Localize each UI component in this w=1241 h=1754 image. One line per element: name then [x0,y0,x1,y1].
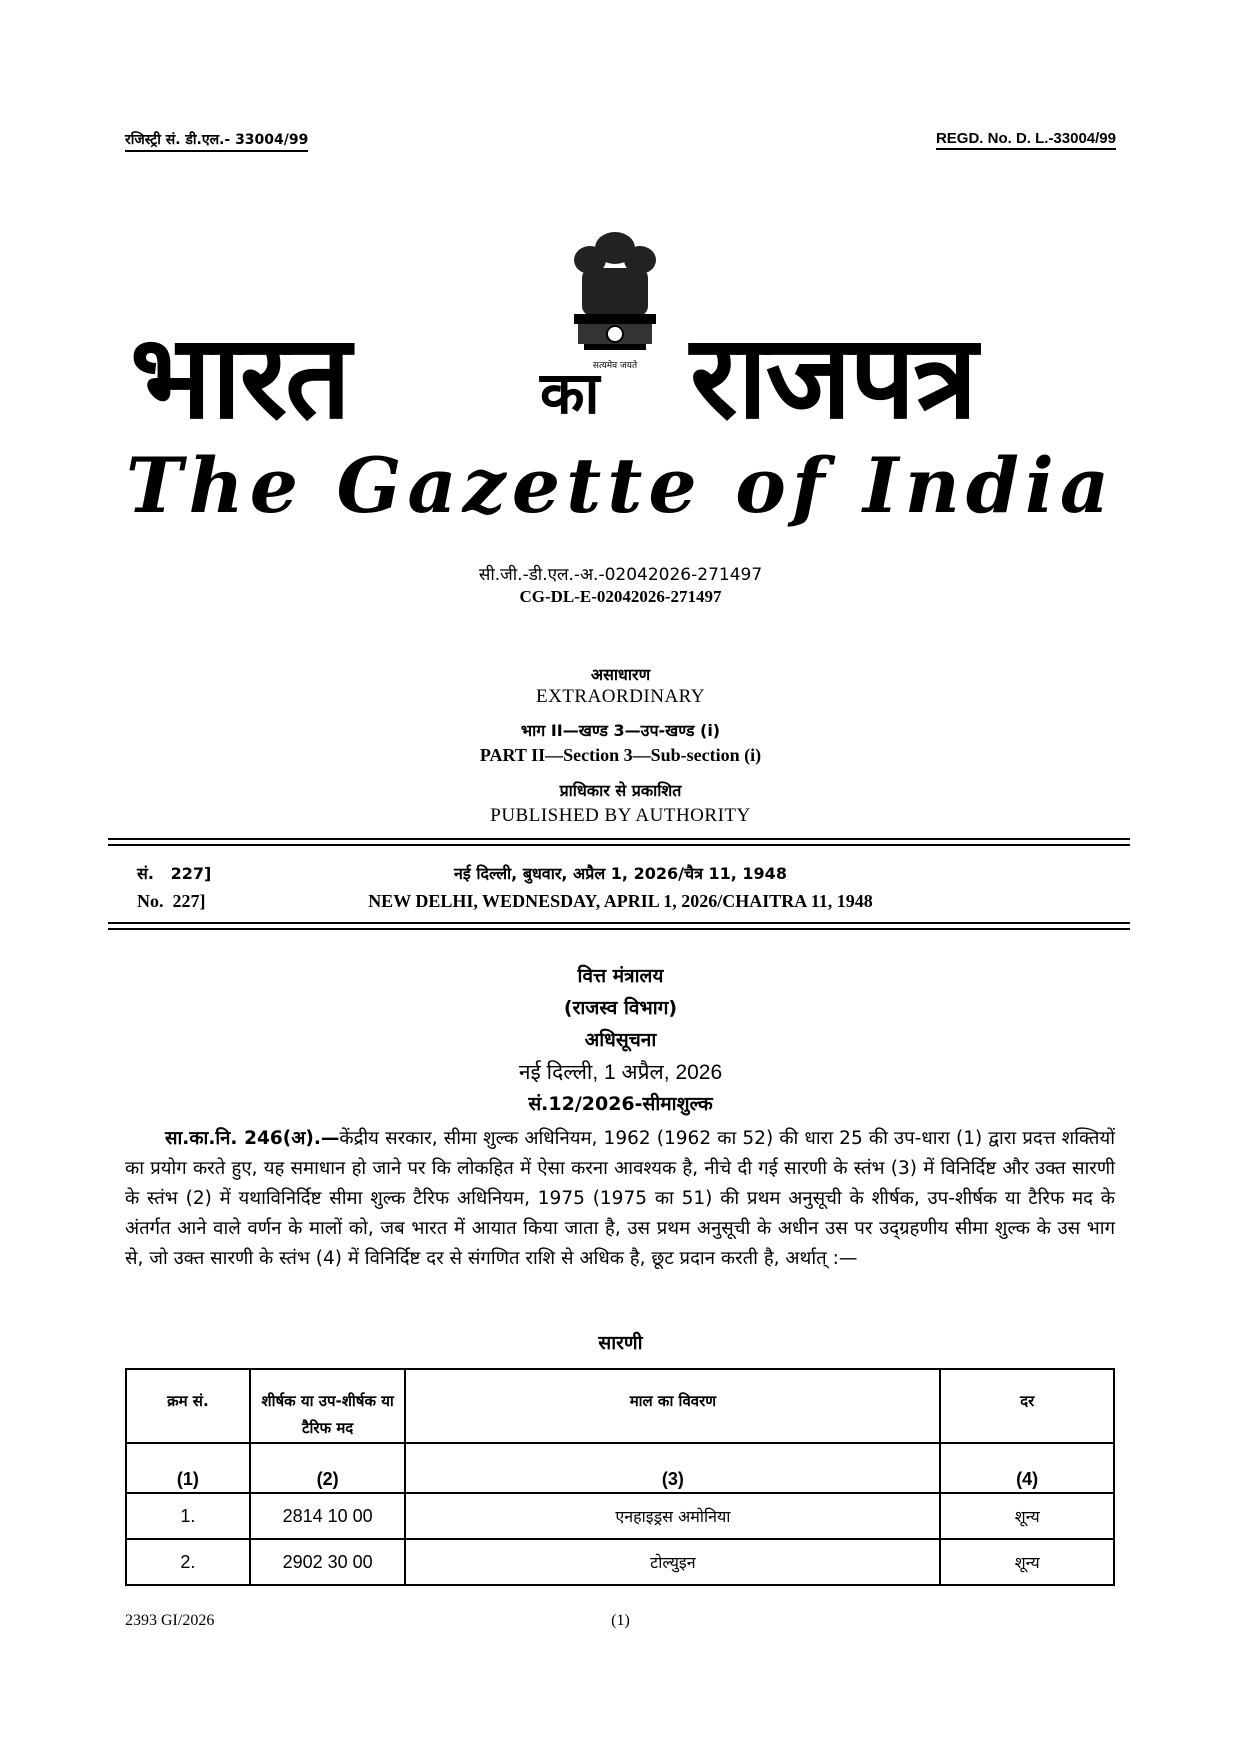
part-section-hindi: भाग II—खण्ड 3—उप-खण्ड (i) [520,721,721,740]
row-heading: 2902 30 00 [250,1539,406,1585]
column-number: (3) [405,1443,940,1493]
column-header-sno: क्रम सं. [126,1369,250,1443]
column-number: (2) [250,1443,406,1493]
row-description: टोल्युइन [405,1539,940,1585]
footer-code: 2393 GI/2026 [125,1612,215,1629]
issue-number-hindi: सं. 227] [137,864,212,883]
registration-number-english: REGD. No. D. L.-33004/99 [936,130,1116,150]
issue-number-english: No. 227] [137,891,206,911]
divider [108,844,1130,846]
gazette-title-hindi [130,310,1110,445]
issue-date-english: NEW DELHI, WEDNESDAY, APRIL 1, 2026/CHAITRA 11, 1948 [368,891,873,911]
notification-body [125,1124,1115,1274]
column-header-description: माल का विवरण [405,1369,940,1443]
page-number: (1) [611,1612,630,1629]
notification-number: सं.12/2026-सीमाशुल्क [528,1093,713,1115]
column-header-rate: दर [940,1369,1114,1443]
title-hindi-bharat: भारत [130,310,350,445]
divider [108,928,1130,930]
emblem-motto: सत्यमेव जयते [592,361,638,371]
title-hindi-rajpatra: राजपत्र [690,310,976,445]
ministry-name: वित्त मंत्रालय [577,965,664,987]
gsr-number: सा.का.नि. 246(अ).— [165,1128,340,1149]
cg-code-english: CG-DL-E-02042026-271497 [519,587,722,606]
cg-code-hindi: सी.जी.-डी.एल.-अ.-02042026-271497 [478,565,763,585]
notification-body-text: केंद्रीय सरकार, सीमा शुल्क अधिनियम, 1962 (1962 का 52) की धारा 25 की उप-धारा (1) द्वारा प्रदत्त शक्तियों का प्रयोग करते हुए, यह समाधान हो जाने पर कि लोकहित में ऐसा करना आवश्यक है, नीचे दी गई सारणी के स्तंभ (3) में विनिर्दिष्ट और उक्त सारणी के स्तंभ (2) में यथाविनिर्दिष्ट सीमा शुल्क टैरिफ अधिनियम, 1975 (1975 का 51) की प्रथम अनुसूची के शीर्षक, उप-शीर्षक या टैरिफ मद के अंतर्गत आने वाले वर्णन के मालों को, जब भारत में आयात किया जाता है, उस प्रथम अनुसूची के अधीन उस पर उद्ग्रहणीय सीमा शुल्क के उस भाग से, जो उक्त सारणी के स्तंभ (4) में विनिर्दिष्ट दर से संगणित राशि से अधिक है, छूट प्रदान करती है, अर्थात् :— [125,1128,1115,1269]
extraordinary-hindi: असाधारण [590,665,651,684]
notification-heading: अधिसूचना [584,1029,657,1051]
table-row [126,1539,1114,1585]
table-title: सारणी [598,1332,643,1354]
column-number: (1) [126,1443,250,1493]
issue-date-hindi: नई दिल्ली, बुधवार, अप्रैल 1, 2026/चैत्र 11, 1948 [454,864,787,883]
gazette-title-english: The Gazette of India [125,441,1116,530]
registration-number-hindi: रजिस्ट्री सं. डी.एल.- 33004/99 [125,130,308,152]
published-by-authority-hindi: प्राधिकार से प्रकाशित [559,781,682,800]
row-rate: शून्य [940,1539,1114,1585]
row-sno: 2. [126,1539,250,1585]
divider [108,922,1130,924]
extraordinary-english: EXTRAORDINARY [535,686,706,707]
place-date: नई दिल्ली, 1 अप्रैल, 2026 [518,1061,723,1084]
row-sno: 1. [126,1493,250,1539]
part-section-english: PART II—Section 3—Sub-section (i) [479,745,762,765]
row-description: एनहाइड्रस अमोनिया [405,1493,940,1539]
row-rate: शून्य [940,1493,1114,1539]
column-number: (4) [940,1443,1114,1493]
title-hindi-ka: का [540,359,598,427]
column-header-heading: शीर्षक या उप-शीर्षक या टैरिफ मद [250,1369,406,1443]
row-heading: 2814 10 00 [250,1493,406,1539]
department-name: (राजस्व विभाग) [563,997,678,1019]
table-row [126,1493,1114,1539]
published-by-authority-english: PUBLISHED BY AUTHORITY [490,805,751,826]
divider [108,838,1130,840]
schedule-table [125,1368,1115,1586]
